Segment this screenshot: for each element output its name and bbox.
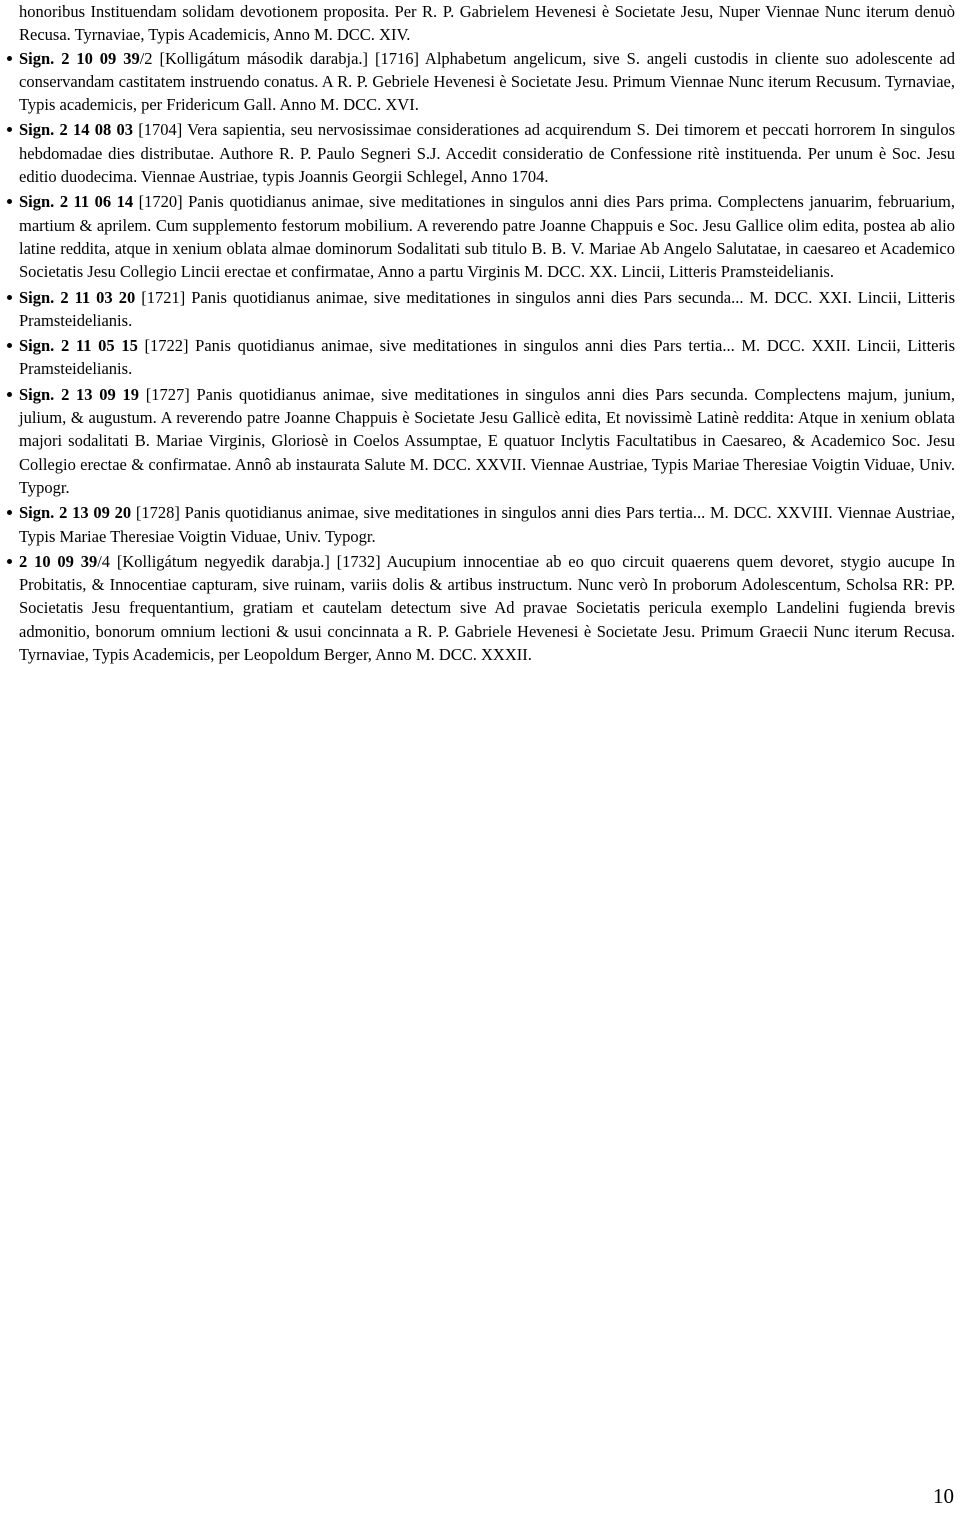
entry-description: [1720] Panis quotidianus animae, sive meditationes in singulos anni dies Pars prima. Complectens januarim, februarium, martium & aprilem. Cum supplemento festorum mobilium. A reverendo patre Joanne Chappuis e Soc. Jesu Gallice olim edita, postea ab alio latine reddita, atque in xenium oblata almae dominorum Sodalitati sub titulo B. B. V. Mariae Ab Angelo Salutatae, in caesareo et Academico Societatis Jesu Collegio Lincii erectae et confirmatae, Anno a partu Virginis M. DCC. XX. Lincii, Litteris Pramsteidelianis. bbox=[19, 192, 956, 282]
entry-sign-label: Sign. bbox=[19, 192, 55, 212]
catalog-entry bbox=[19, 550, 955, 666]
catalog-entry bbox=[19, 190, 955, 283]
entry-shelf-code: 2 11 06 14 bbox=[59, 192, 134, 212]
entry-sign-label: Sign. bbox=[19, 384, 55, 404]
catalog-entry bbox=[19, 47, 955, 117]
catalog-entry bbox=[19, 383, 955, 499]
entry-description: [1704] Vera sapientia, seu nervosissimae considerationes ad acquirendum S. Dei timorem et peccati horrorem In singulos hebdomadae dies distributae. Authore R. P. Paulo Segneri S.J. Accedit consideratio de Confessione ritè instituenda. Per unum è Soc. Jesu editio duodecima. Viennae Austriae, typis Joannis Georgii Schlegel, Anno 1704. bbox=[19, 120, 956, 187]
entry-shelf-code: 2 11 03 20 bbox=[60, 287, 136, 307]
entry-shelf-code: 2 10 09 39 bbox=[61, 48, 140, 68]
entry-description: [1728] Panis quotidianus animae, sive meditationes in singulos anni dies Pars tertia... M. DCC. XXVIII. Viennae Austriae, Typis Mariae Theresiae Voigtin Viduae, Univ. Typogr. bbox=[19, 503, 956, 546]
entry-description: [Kolligátum második darabja.] [1716] Alphabetum angelicum, sive S. angeli custodis in cliente suo adolescente ad conservandam castitatem instruendo conatus. A R. P. Gebriele Hevenesi è Societate Jesu. Primum Viennae Nunc iterum Recusum. Tyrnaviae, Typis academicis, per Fridericum Gall. Anno M. DCC. XVI. bbox=[19, 48, 955, 115]
entry-shelf-code: 2 13 09 20 bbox=[59, 503, 132, 523]
entry-sign-label: Sign. bbox=[19, 336, 55, 356]
entry-description: [1722] Panis quotidianus animae, sive meditationes in singulos anni dies Pars tertia... M. DCC. XXII. Lincii, Litteris Pramsteidelianis. bbox=[19, 336, 956, 379]
catalog-entry bbox=[19, 286, 955, 333]
catalog-entry bbox=[19, 334, 955, 381]
entry-description: [Kolligátum negyedik darabja.] [1732] Aucupium innocentiae ab eo quo circuit quaerens quem devoret, stygio aucupe In Probitatis, & Innocentiae capturam, sive ruinam, variis dolis & artibus instructum. Nunc verò In proborum Adolescentum, Scholsa RR: PP. Societatis Jesu frequentantium, gratiam et cautelam detectum sive Ad pravae Societatis pericula exemplo Landelini fugienda brevis admonitio, bonorum omnium lectioni & usui concinnata a R. P. Gabriele Hevenesi è Societate Jesu. Primum Graecii Nunc iterum Recusa. Tyrnaviae, Typis Academicis, per Leopoldum Berger, Anno M. DCC. XXXII. bbox=[19, 551, 955, 665]
entry-sign-label: Sign. bbox=[19, 287, 55, 307]
catalog-entry-list bbox=[19, 47, 955, 667]
entry-sign-label: Sign. bbox=[19, 120, 55, 140]
entry-description: [1721] Panis quotidianus animae, sive meditationes in singulos anni dies Pars secunda... M. DCC. XXI. Lincii, Litteris Pramsteidelianis. bbox=[19, 287, 956, 330]
catalog-entry bbox=[19, 501, 955, 548]
entry-description: [1727] Panis quotidianus animae, sive meditationes in singulos anni dies Pars secunda. Complectens majum, junium, julium, & augustum. A reverendo patre Joanne Chappuis è Societate Jesu Gallicè edita, Et novissimè Latinè reddita: Atque in xenium oblata majori sodalitati B. Mariae Virginis, Gloriosè in Coelos Assumptae, E quatuor Inclytis Facultatibus in Caesareo, & Academico Soc. Jesu Collegio erectae & confirmatae. Annô ab instaurata Salute M. DCC. XXVII. Viennae Austriae, Typis Mariae Theresiae Voigtin Viduae, Univ. Typogr. bbox=[19, 384, 956, 497]
entry-shelf-code: 2 10 09 39 bbox=[19, 551, 98, 571]
entry-code-suffix: /2 bbox=[139, 48, 153, 68]
page-number: 10 bbox=[933, 1484, 954, 1508]
document-page bbox=[19, 0, 955, 668]
entry-code-suffix: /4 bbox=[97, 551, 111, 571]
entry-sign-label: Sign. bbox=[19, 503, 55, 523]
entry-shelf-code: 2 14 08 03 bbox=[59, 120, 133, 140]
entry-shelf-code: 2 13 09 19 bbox=[61, 384, 140, 404]
entry-sign-label: Sign. bbox=[19, 48, 55, 68]
catalog-entry bbox=[19, 118, 955, 188]
intro-paragraph: honoribus Instituendam solidam devotionem proposita. Per R. P. Gabrielem Hevenesi è Societate Jesu, Nuper Viennae Nunc iterum denuò Recusa. Tyrnaviae, Typis Academicis, Anno M. DCC. XIV. bbox=[19, 2, 955, 45]
entry-shelf-code: 2 11 05 15 bbox=[60, 336, 138, 356]
